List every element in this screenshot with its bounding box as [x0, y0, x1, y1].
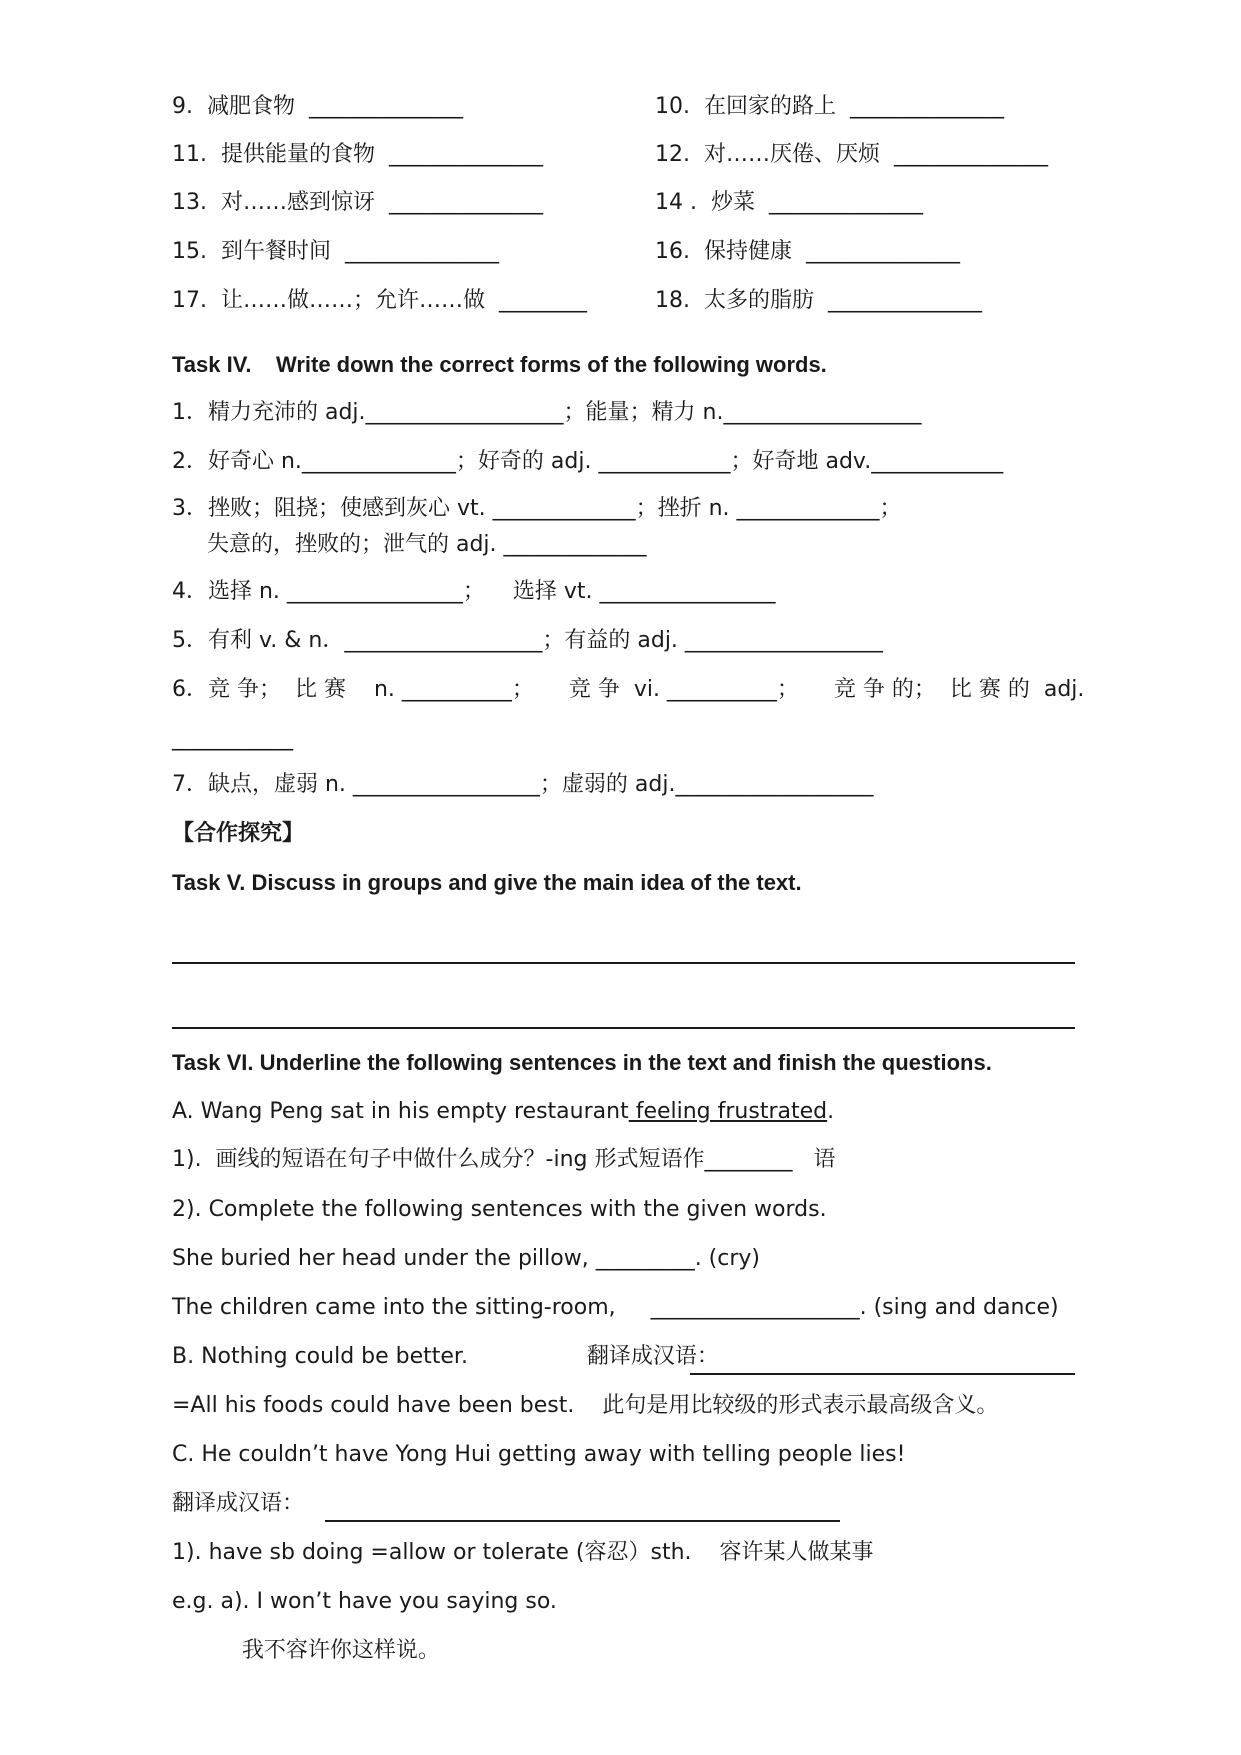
item-text: 对……感到惊讶: [221, 190, 376, 215]
translation-blank-c[interactable]: [325, 1520, 840, 1522]
phrase-16: [655, 237, 960, 267]
item-number: 18.: [655, 288, 690, 313]
task6-sentence-c: C. He couldn’t have Yong Hui getting away with telling people lies!: [172, 1442, 906, 1467]
item-text: 提供能量的食物: [221, 142, 376, 167]
task6-q2-sentence-1: She buried her head under the pillow, _________. (cry): [172, 1246, 761, 1271]
answer-line-1[interactable]: [172, 962, 1075, 964]
phrase-10: [655, 92, 1004, 122]
item-number: 15.: [172, 239, 207, 264]
answer-blank[interactable]: ______________: [806, 239, 961, 264]
task6-q2: 2). Complete the following sentences with the given words.: [172, 1197, 827, 1222]
task4-item-2: 2．好奇心 n.______________；好奇的 adj. ____________；好奇地 adv.____________: [172, 449, 1004, 474]
task6-sentence-b-note: =All his foods could have been best. 此句是用比较级的形式表示最高级含义。: [172, 1393, 999, 1418]
item-text: 炒菜: [710, 190, 755, 215]
item-number: 16.: [655, 239, 690, 264]
item-text: 到午餐时间: [221, 239, 332, 264]
item-number: 11.: [172, 142, 207, 167]
section-heading: 【合作探究】: [172, 820, 305, 845]
task4-item-5: 5．有利 v. & n．__________________；有益的 adj. __________________: [172, 628, 883, 653]
phrase-18: [655, 286, 982, 316]
answer-blank[interactable]: ______________: [309, 94, 464, 119]
task6-usage-note: 1). have sb doing =allow or tolerate (容忍）sth. 容许某人做某事: [172, 1540, 874, 1565]
task6-q1: 1). 画线的短语在句子中做什么成分？-ing 形式短语作________ 语: [172, 1147, 836, 1172]
phrase-14: [655, 188, 923, 218]
translation-blank-b[interactable]: [690, 1373, 1075, 1375]
answer-blank[interactable]: ________: [499, 288, 588, 313]
task6-sentence-b: B. Nothing could be better. 翻译成汉语：: [172, 1344, 719, 1369]
answer-blank[interactable]: ______________: [389, 190, 544, 215]
underlined-phrase: feeling frustrated: [628, 1099, 828, 1124]
item-number: 14 .: [655, 190, 697, 215]
answer-blank[interactable]: ______________: [345, 239, 500, 264]
answer-line-2[interactable]: [172, 1027, 1075, 1029]
sentence-a-period: .: [827, 1099, 835, 1124]
answer-blank[interactable]: ______________: [769, 190, 923, 215]
item-number: 12.: [655, 142, 690, 167]
item-number: 17.: [172, 288, 207, 313]
task4-title: Task IV. Write down the correct forms of the following words.: [172, 352, 827, 377]
task6-sentence-c-translate: 翻译成汉语：: [172, 1491, 311, 1516]
answer-blank[interactable]: ______________: [389, 142, 544, 167]
task6-example-translation: 我不容许你这样说。: [172, 1638, 440, 1663]
answer-blank[interactable]: ______________: [850, 94, 1005, 119]
phrase-12: [655, 140, 1048, 170]
task4-item-3-cont: 失意的，挫败的；泄气的 adj. _____________: [172, 532, 647, 557]
item-text: 对……厌倦、厌烦: [704, 142, 881, 167]
item-number: 9.: [172, 94, 193, 119]
task4-item-7: 7．缺点，虚弱 n. _________________；虚弱的 adj.__________________: [172, 772, 874, 797]
item-text: 让……做……；允许……做: [221, 288, 486, 313]
task4-item-4: 4．选择 n. ________________； 选择 vt. ________________: [172, 579, 776, 604]
task5-title: Task V. Discuss in groups and give the main idea of the text.: [172, 870, 802, 895]
item-text: 在回家的路上: [704, 94, 837, 119]
item-text: 保持健康: [704, 239, 793, 264]
task4-item-6-cont: ___________: [172, 726, 293, 751]
answer-blank[interactable]: ______________: [828, 288, 983, 313]
task6-sentence-a: [172, 1097, 1071, 1127]
sentence-a-text: A. Wang Peng sat in his empty restaurant: [172, 1099, 629, 1124]
item-text: 太多的脂肪: [704, 288, 815, 313]
task6-title: Task VI. Underline the following sentences in the text and finish the questions.: [172, 1050, 992, 1075]
item-number: 10.: [655, 94, 690, 119]
task4-item-3: 3．挫败；阻挠；使感到灰心 vt. _____________；挫折 n. _____________；: [172, 496, 902, 521]
task6-q2-sentence-2: The children came into the sitting-room, ___________________. (sing and dance): [172, 1295, 1059, 1320]
item-text: 减肥食物: [207, 94, 296, 119]
task6-example: e.g. a). I won’t have you saying so.: [172, 1589, 557, 1614]
phrase-13: [172, 188, 1071, 218]
task4-item-6: 6．竞 争； 比 赛 n. __________； 竞 争 vi. __________； 竞 争 的； 比 赛 的 adj.: [172, 677, 1085, 702]
answer-blank[interactable]: ______________: [894, 142, 1049, 167]
task4-item-1: 1．精力充沛的 adj.__________________；能量；精力 n.__________________: [172, 400, 922, 425]
item-number: 13.: [172, 190, 207, 215]
